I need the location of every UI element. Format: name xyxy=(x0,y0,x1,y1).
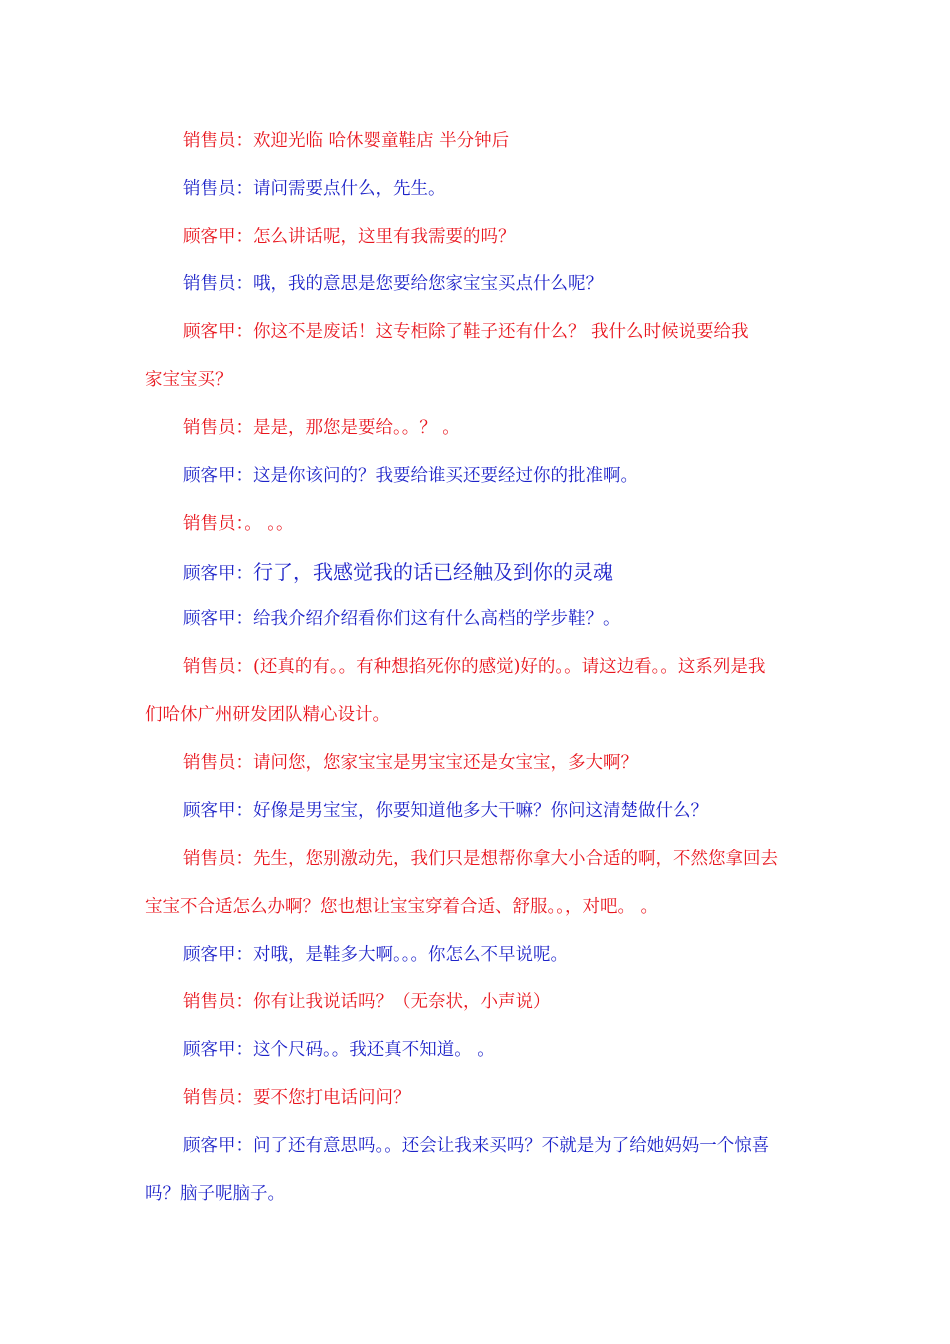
dialogue-line: 顾客甲：怎么讲话呢，这里有我需要的吗？ xyxy=(183,227,516,247)
dialogue-line: 销售员：你有让我说话吗？（无奈状，小声说） xyxy=(183,992,551,1012)
dialogue-line: 销售员：(还真的有。。有种想掐死你的感觉)好的。。请这边看。。这系列是我 xyxy=(183,657,766,677)
dialogue-line-continuation: 吗？脑子呢脑子。 xyxy=(145,1184,285,1204)
speaker-label: 顾客甲： xyxy=(183,564,253,584)
dialogue-line: 顾客甲：你这不是废话！这专柜除了鞋子还有什么？ 我什么时候说要给我 xyxy=(183,322,749,342)
dialogue-line: 顾客甲：好像是男宝宝，你要知道他多大干嘛？你问这清楚做什么？ xyxy=(183,801,708,821)
dialogue-line: 销售员：欢迎光临 哈休婴童鞋店 半分钟后 xyxy=(183,131,510,151)
dialogue-line: 销售员：先生，您别激动先，我们只是想帮你拿大小合适的啊，不然您拿回去 xyxy=(183,849,778,869)
dialogue-line: 销售员：要不您打电话问问？ xyxy=(183,1088,411,1108)
dialogue-line-continuation: 们哈休广州研发团队精心设计。 xyxy=(145,705,390,725)
dialogue-line-continuation: 宝宝不合适怎么办啊？您也想让宝宝穿着合适、舒服。。，对吧。 。 xyxy=(145,897,659,917)
dialogue-line: 销售员：。 。。 xyxy=(183,514,294,534)
dialogue-line: 顾客甲：这个尺码。。我还真不知道。 。 xyxy=(183,1040,495,1060)
dialogue-line: 顾客甲：问了还有意思吗。。还会让我来买吗？不就是为了给她妈妈一个惊喜 xyxy=(183,1136,770,1156)
dialogue-line xyxy=(183,560,810,586)
dialogue-line: 销售员：请问您，您家宝宝是男宝宝还是女宝宝，多大啊？ xyxy=(183,753,638,773)
dialogue-line: 顾客甲：这是你该问的？我要给谁买还要经过你的批准啊。 xyxy=(183,466,638,486)
dialogue-line: 销售员：是是，那您是要给。。？ 。 xyxy=(183,418,460,438)
dialogue-line: 销售员：请问需要点什么，先生。 xyxy=(183,179,446,199)
dialogue-line: 销售员：哦，我的意思是您要给您家宝宝买点什么呢？ xyxy=(183,274,603,294)
dialogue-text-large: 行了，我感觉我的话已经触及到你的灵魂 xyxy=(253,560,613,584)
dialogue-line: 顾客甲：对哦，是鞋多大啊。。。你怎么不早说呢。 xyxy=(183,945,568,965)
dialogue-line: 顾客甲：给我介绍介绍看你们这有什么高档的学步鞋？。 xyxy=(183,609,621,629)
dialogue-line-continuation: 家宝宝买？ xyxy=(145,370,233,390)
